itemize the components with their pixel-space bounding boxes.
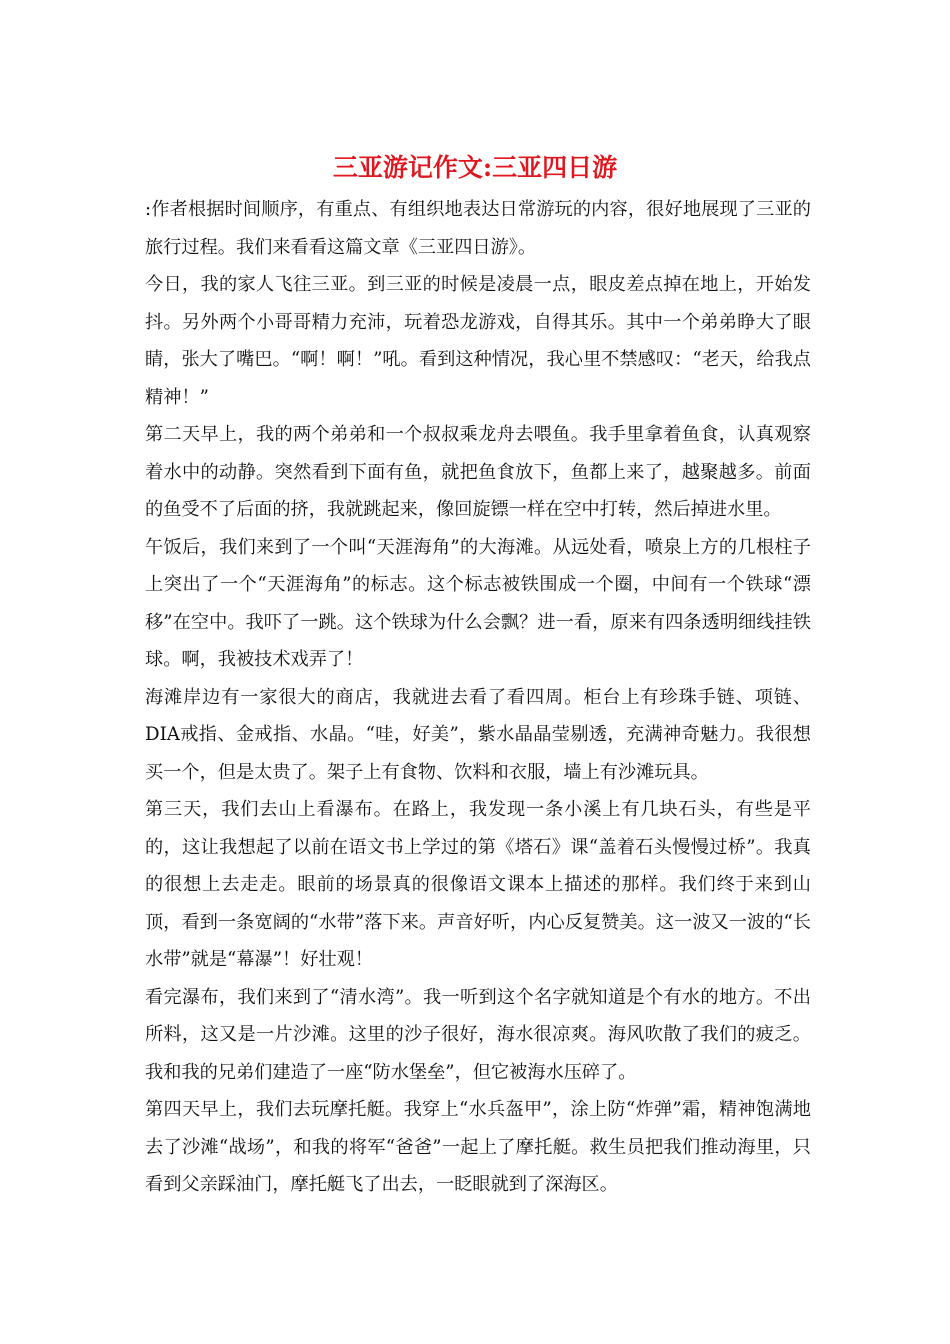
paragraph-shop: 海滩岸边有一家很大的商店，我就进去看了看四周。柜台上有珍珠手链、项链、DIA戒指、金戒指、水晶。“哇，好美”，紫水晶晶莹剔透，充满神奇魅力。我很想买一个，但是太贵了。架子上有食物、饮料和衣服，墙上有沙滩玩具。 bbox=[145, 686, 811, 783]
paragraph-tianya-haijiao: 午饭后，我们来到了一个叫“天涯海角”的大海滩。从远处看，喷泉上方的几根柱子上突出了一个“天涯海角”的标志。这个标志被铁围成一个圈，中间有一个铁球“漂移”在空中。我吓了一跳。这个铁球为什么会飘？进一看，原来有四条透明细线挂铁球。啊，我被技术戏弄了！ bbox=[145, 536, 811, 670]
paragraph-day-three: 第三天，我们去山上看瀑布。在路上，我发现一条小溪上有几块石头，有些是平的，这让我想起了以前在语文书上学过的第《塔石》课“盖着石头慢慢过桥”。我真的很想上去走走。眼前的场景真的很像语文课本上描述的那样。我们终于来到山顶，看到一条宽阔的“水带”落下来。声音好听，内心反复赞美。这一波又一波的“长水带”就是“幕瀑”！好壮观！ bbox=[145, 799, 811, 970]
paragraph-day-two: 第二天早上，我的两个弟弟和一个叔叔乘龙舟去喂鱼。我手里拿着鱼食，认真观察着水中的动静。突然看到下面有鱼，就把鱼食放下，鱼都上来了，越聚越多。前面的鱼受不了后面的挤，我就跳起来，像回旋镖一样在空中打转，然后掉进水里。 bbox=[145, 424, 811, 520]
document-body bbox=[145, 191, 811, 1204]
paragraph-day-four: 第四天早上，我们去玩摩托艇。我穿上“水兵盔甲”，涂上防“炸弹”霜，精神饱满地去了沙滩“战场”，和我的将军“爸爸”一起上了摩托艇。救生员把我们推动海里，只看到父亲踩油门，摩托艇飞了出去，一眨眼就到了深海区。 bbox=[145, 1099, 811, 1195]
paragraph-intro: :作者根据时间顺序，有重点、有组织地表达日常游玩的内容，很好地展现了三亚的旅行过程。我们来看看这篇文章《三亚四日游》。 bbox=[145, 199, 811, 258]
paragraph-qingshui-bay: 看完瀑布，我们来到了“清水湾”。我一听到这个名字就知道是个有水的地方。不出所料，这又是一片沙滩。这里的沙子很好，海水很凉爽。海风吹散了我们的疲乏。我和我的兄弟们建造了一座“防水堡垒”，但它被海水压碎了。 bbox=[145, 986, 811, 1083]
paragraph-arrival: 今日，我的家人飞往三亚。到三亚的时候是凌晨一点，眼皮差点掉在地上，开始发抖。另外两个小哥哥精力充沛，玩着恐龙游戏，自得其乐。其中一个弟弟睁大了眼睛，张大了嘴巴。“啊！啊！”吼。看到这种情况，我心里不禁感叹：“老天，给我点精神！” bbox=[145, 274, 811, 408]
document-title: 三亚游记作文:三亚四日游 bbox=[332, 153, 618, 182]
